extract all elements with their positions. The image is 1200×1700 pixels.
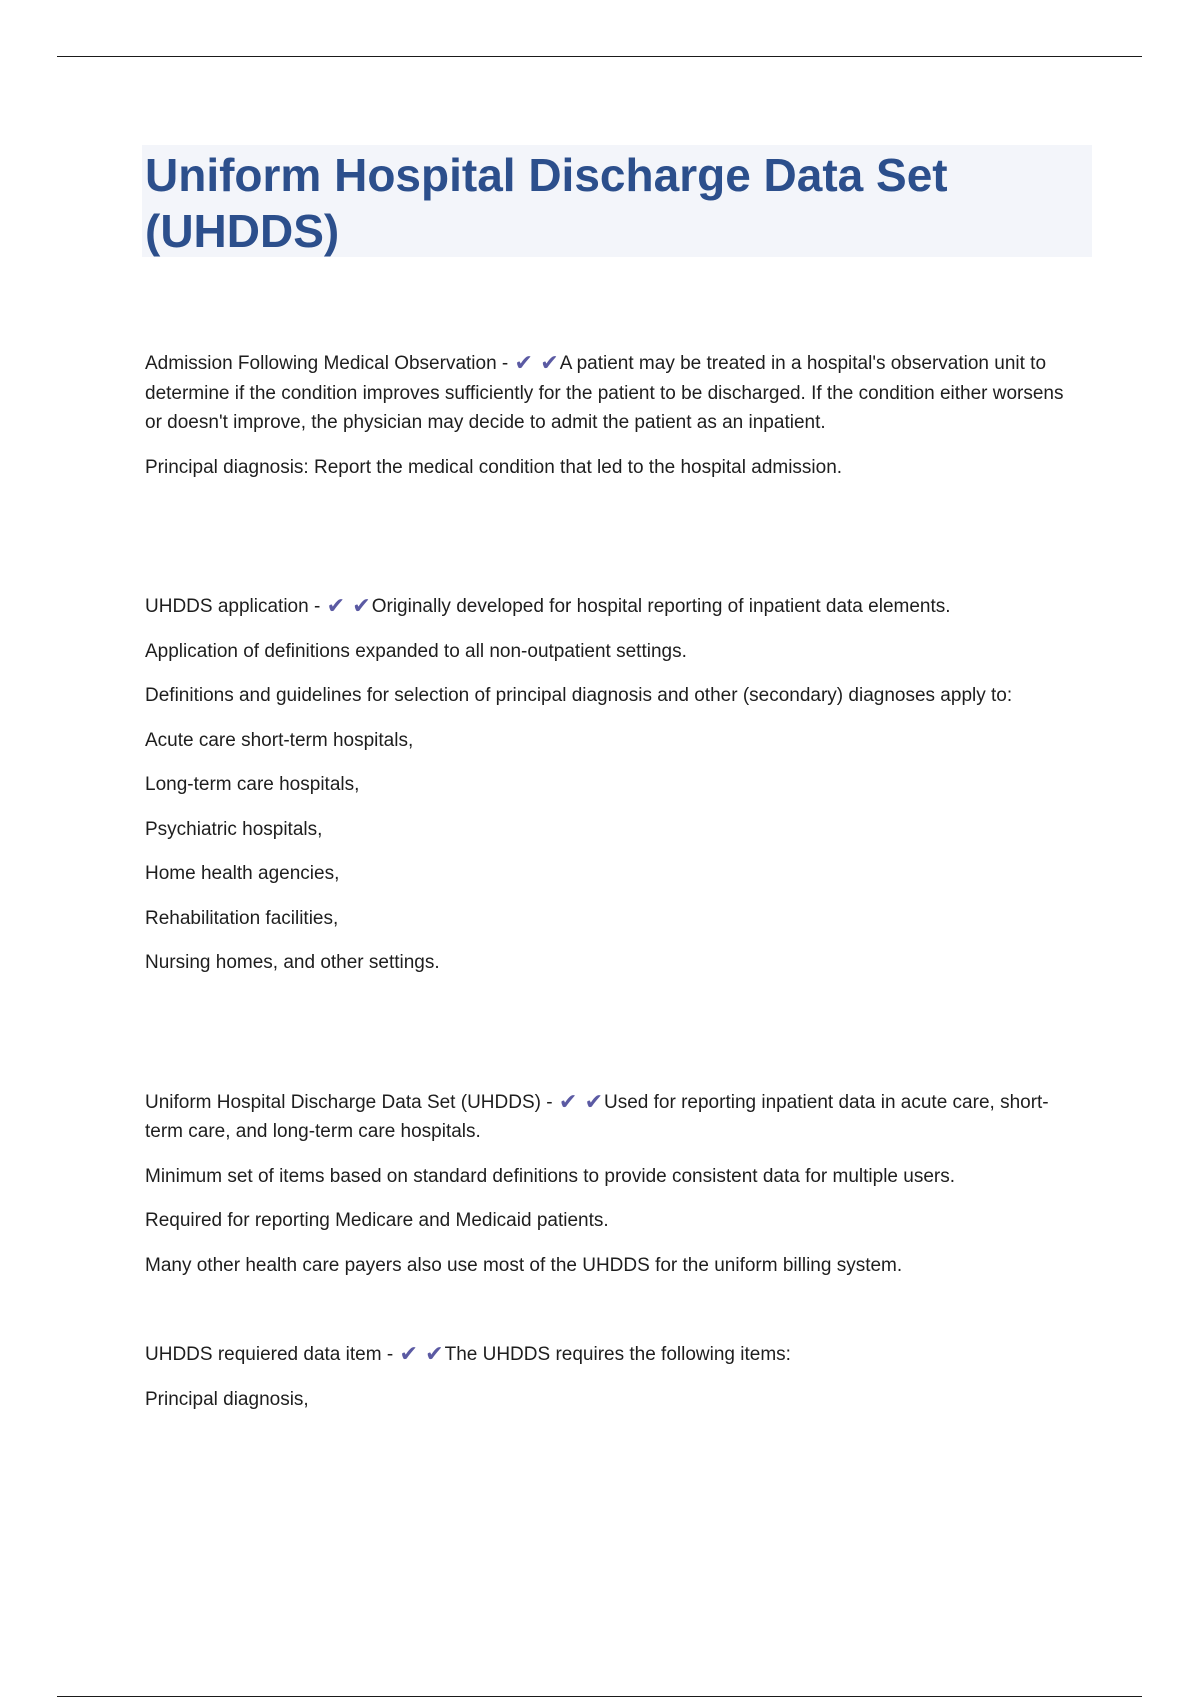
entry-term: UHDDS requiered data item (145, 1344, 382, 1365)
check-icon: ✔ (326, 594, 346, 619)
entry-line: Nursing homes, and other settings. (145, 952, 440, 973)
entry-first-paragraph (145, 349, 1085, 438)
qa-entry (145, 592, 1085, 978)
entry-first-paragraph (145, 1340, 1085, 1370)
entry-line: Application of definitions expanded to all non-outpatient settings. (145, 640, 687, 662)
check-icon: ✔ (514, 351, 533, 376)
entry-line: Home health agencies, (145, 863, 340, 884)
page-title: Uniform Hospital Discharge Data Set (UHDDS) (145, 149, 948, 257)
entry-term: Admission Following Medical Observation (145, 353, 497, 374)
entry-line: Principal diagnosis: Report the medical condition that led to the hospital admission. (145, 456, 843, 478)
entry-line: Definitions and guidelines for selection of principal diagnosis and other (secondary) diagnoses apply to: (145, 685, 1013, 706)
check-icon: ✔ (584, 1089, 603, 1115)
entry-line: Minimum set of items based on standard definitions to provide consistent data for multiple users. (145, 1165, 956, 1187)
check-icon: ✔ (540, 351, 559, 376)
entry-line: Many other health care payers also use most of the UHDDS for the uniform billing system. (145, 1254, 903, 1276)
check-icon: ✔ (352, 594, 371, 619)
header-rule (57, 56, 1142, 57)
entry-first-paragraph (145, 592, 1085, 622)
check-icon: ✔ (399, 1342, 418, 1367)
entry-answer: Originally developed for hospital reporting of inpatient data elements. (371, 596, 951, 617)
entry-line: Acute care short-term hospitals, (145, 729, 414, 751)
entry-answer: Used for reporting inpatient data in acute care, short-term care, and long-term care hospitals. (145, 1091, 1049, 1142)
entry-line: Principal diagnosis, (145, 1388, 309, 1410)
check-icon: ✔ (425, 1342, 444, 1367)
entry-answer: The UHDDS requires the following items: (444, 1344, 791, 1365)
entry-line: Psychiatric hospitals, (145, 818, 323, 840)
entry-term: Uniform Hospital Discharge Data Set (UHDDS) (145, 1091, 541, 1113)
footer-rule (57, 1696, 1142, 1697)
entry-line: Required for reporting Medicare and Medicaid patients. (145, 1210, 609, 1231)
entry-separator: - (381, 1344, 399, 1365)
entry-separator: - (540, 1091, 558, 1113)
entry-line: Rehabilitation facilities, (145, 907, 339, 929)
title-block (142, 145, 1092, 257)
entry-term: UHDDS application (145, 596, 309, 617)
document-body (145, 349, 1085, 1414)
qa-entry (145, 1340, 1085, 1414)
entry-line: Long-term care hospitals, (145, 774, 360, 795)
entry-answer: A patient may be treated in a hospital's observation unit to determine if the condition improves sufficiently for the patient to be discharged. If the condition either worsens or doesn't improve, the physician may decide to admit the patient as an inpatient. (145, 353, 1064, 433)
entry-separator: - (496, 353, 514, 374)
qa-entry (145, 1088, 1085, 1281)
qa-entry (145, 349, 1085, 482)
check-icon: ✔ (558, 1089, 578, 1115)
entry-separator: - (308, 596, 326, 617)
entry-first-paragraph (145, 1088, 1085, 1147)
